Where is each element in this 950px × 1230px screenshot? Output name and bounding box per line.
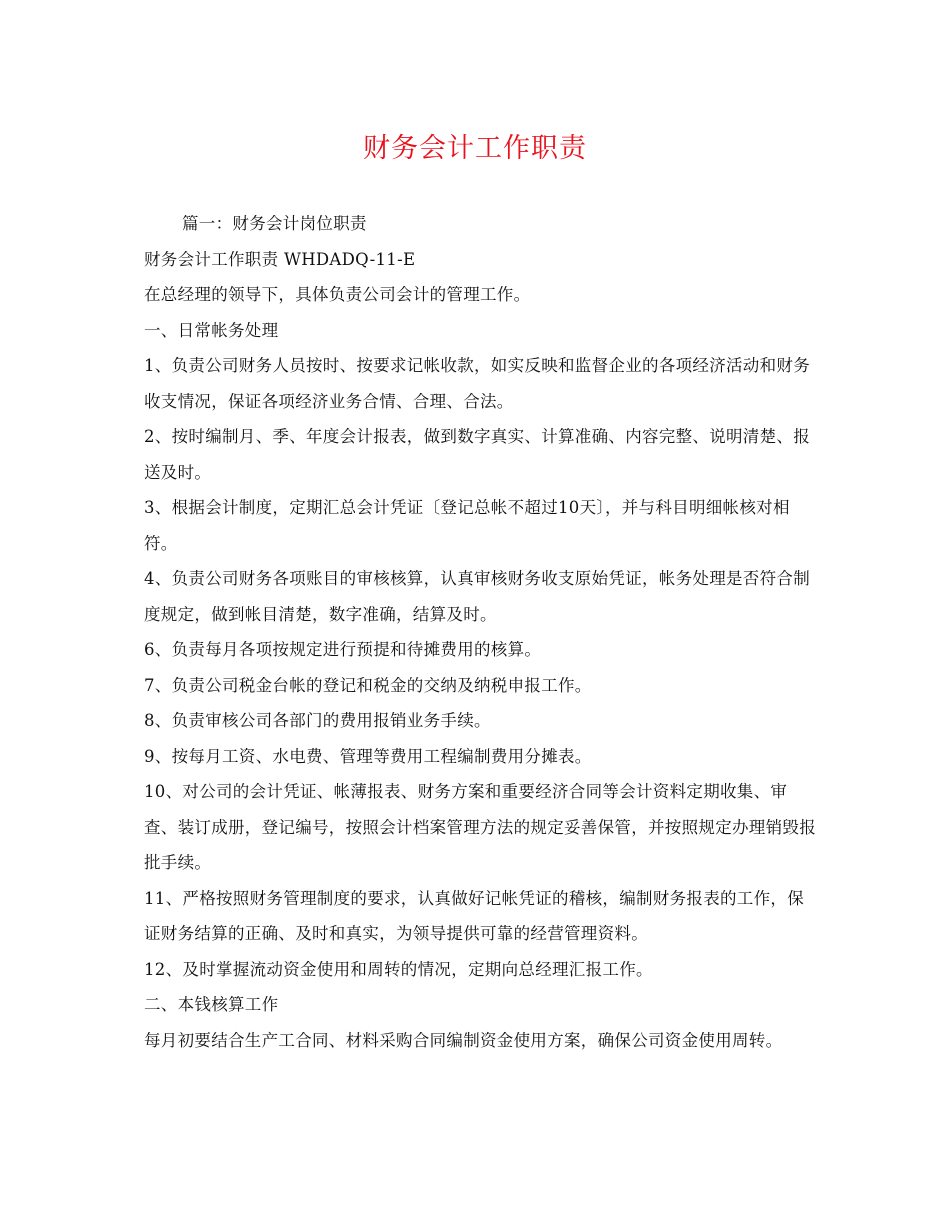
paragraph: 9、按每月工资、水电费、管理等费用工程编制费用分摊表。 <box>144 746 592 766</box>
paragraph: 12、及时掌握流动资金使用和周转的情况，定期向总经理汇报工作。 <box>144 959 653 979</box>
paragraph: 2、按时编制月、季、年度会计报表，做到数字真实、计算准确、内容完整、说明清楚、报送及时。 <box>144 427 810 482</box>
paragraph: 在总经理的领导下，具体负责公司会计的管理工作。 <box>144 285 531 304</box>
paragraph: 每月初要结合生产工合同、材料采购合同编制资金使用方案，确保公司资金使用周转。 <box>144 1030 783 1050</box>
paragraph: 财务会计工作职责 WHDADQ-11-E <box>144 249 416 269</box>
paragraph: 11、严格按照财务管理制度的要求，认真做好记帐凭证的稽核，编制财务报表的工作，保证财务结算的正确、及时和真实，为领导提供可靠的经营管理资料。 <box>144 888 804 943</box>
paragraph: 1、负责公司财务人员按时、按要求记帐收款，如实反映和监督企业的各项经济活动和财务收支情况，保证各项经济业务合情、合理、合法。 <box>144 356 810 411</box>
paragraph: 8、负责审核公司各部门的费用报销业务手续。 <box>144 711 491 730</box>
paragraph: 4、负责公司财务各项账目的审核核算，认真审核财务收支原始凭证，帐务处理是否符合制度规定，做到帐目清楚，数字准确，结算及时。 <box>144 569 810 624</box>
paragraph: 3、根据会计制度，定期汇总会计凭证〔登记总帐不超过10天〕，并与科目明细帐核对相符。 <box>144 498 790 553</box>
section-heading: 二、本钱核算工作 <box>144 995 279 1014</box>
paragraph: 6、负责每月各项按规定进行预提和待摊费用的核算。 <box>144 640 542 659</box>
paragraph: 10、对公司的会计凭证、帐薄报表、财务方案和重要经济合同等会计资料定期收集、审查、装订成册，登记编号，按照会计档案管理方法的规定妥善保管，并按照规定办理销毁报批手续。 <box>144 782 816 872</box>
paragraph: 7、负责公司税金台帐的登记和税金的交纳及纳税申报工作。 <box>144 675 592 695</box>
section-heading: 篇一：财务会计岗位职责 <box>182 214 367 233</box>
section-heading: 一、日常帐务处理 <box>144 320 279 340</box>
document-body <box>144 206 816 1058</box>
document-title: 财务会计工作职责 <box>363 133 587 164</box>
